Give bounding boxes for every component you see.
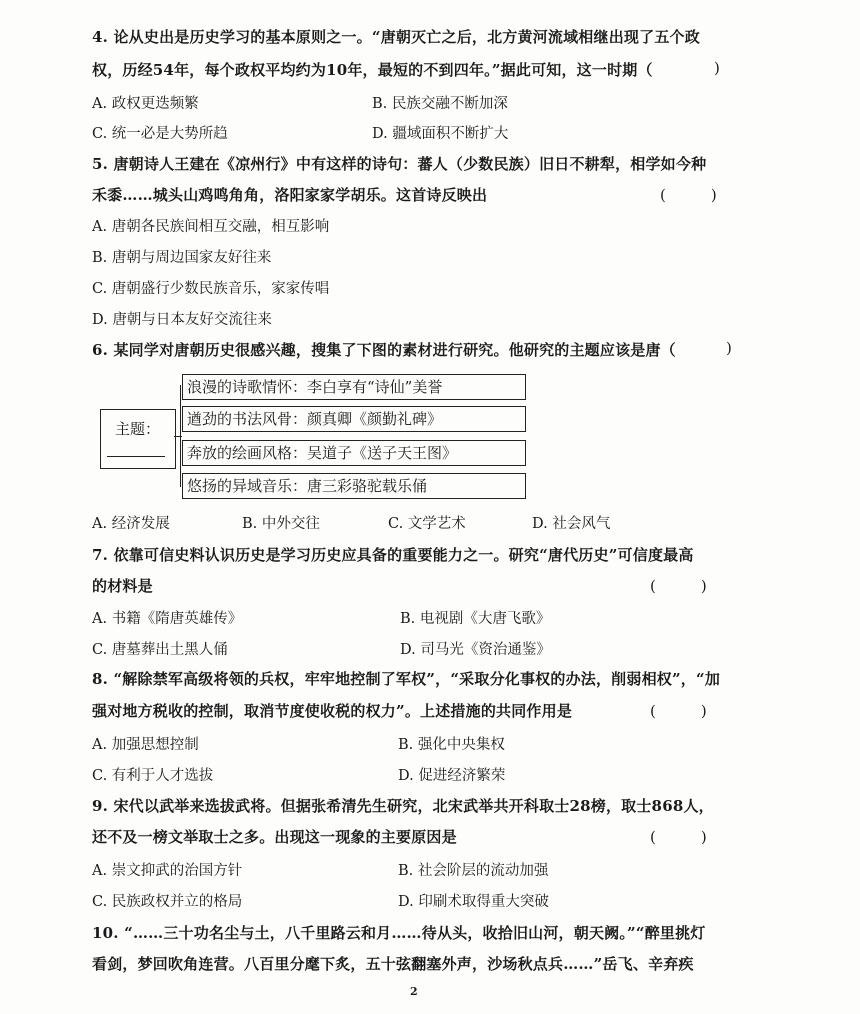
q4-option-b: B. 民族交融不断加深 — [372, 96, 508, 112]
q5-option-c: C. 唐朝盛行少数民族音乐，家家传唱 — [92, 281, 330, 297]
q7-answer-paren: ( ) — [650, 577, 707, 595]
diagram-bracket-stem — [174, 436, 182, 437]
q9-answer-paren: ( ) — [650, 828, 707, 846]
q4-option-c: C. 统一必是大势所趋 — [92, 126, 228, 142]
q7-stem-line2: 的材料是 — [92, 577, 153, 595]
q7-option-d: D. 司马光《资治通鉴》 — [400, 642, 551, 658]
q9-option-b: B. 社会阶层的流动加强 — [398, 863, 549, 879]
q6-option-a: A. 经济发展 — [92, 516, 170, 532]
material-poetry: 浪漫的诗歌情怀：李白享有“诗仙”美誉 — [182, 374, 526, 400]
q6-answer-paren: ) — [726, 339, 732, 357]
q4-stem-line1: 4. 论从史出是历史学习的基本原则之一。“唐朝灭亡之后，北方黄河流域相继出现了五个政 — [92, 28, 700, 46]
q7-option-c: C. 唐墓葬出土黑人俑 — [92, 642, 228, 658]
q8-option-c: C. 有利于人才选拔 — [92, 768, 214, 784]
topic-blank-line — [107, 442, 165, 457]
material-music: 悠扬的异域音乐：唐三彩骆驼载乐俑 — [182, 473, 526, 499]
q8-answer-paren: ( ) — [650, 702, 707, 720]
topic-label: 主题： — [115, 420, 161, 438]
q8-option-d: D. 促进经济繁荣 — [398, 768, 506, 784]
q10-stem-line1: 10. “……三十功名尘与土，八千里路云和月……待从头，收拾旧山河，朝天阙。”“醉里挑灯 — [92, 924, 706, 942]
q8-stem-line2: 强对地方税收的控制，取消节度使收税的权力”。上述措施的共同作用是 — [92, 702, 573, 720]
material-calligraphy: 遒劲的书法风骨：颜真卿《颜勤礼碑》 — [182, 406, 526, 432]
q7-option-a: A. 书籍《隋唐英雄传》 — [92, 611, 243, 627]
q4-stem-line2: 权，历经54年，每个政权平均约为10年，最短的不到四年。”据此可知，这一时期（ — [92, 61, 653, 79]
q4-answer-paren: ) — [714, 59, 720, 77]
q7-stem-line1: 7. 依靠可信史料认识历史是学习历史应具备的重要能力之一。研究“唐代历史”可信度最高 — [92, 546, 694, 564]
q9-option-d: D. 印刷术取得重大突破 — [398, 894, 549, 910]
q5-option-d: D. 唐朝与日本友好交流往来 — [92, 312, 272, 328]
q5-answer-paren: ( ) — [660, 186, 717, 204]
page-number: 2 — [410, 985, 418, 998]
q8-option-b: B. 强化中央集权 — [398, 737, 505, 753]
topic-box — [100, 409, 176, 469]
q9-option-a: A. 崇文抑武的治国方针 — [92, 863, 243, 879]
q5-stem-line2: 禾黍……城头山鸡鸣角角，洛阳家家学胡乐。这首诗反映出 — [92, 186, 488, 204]
q9-stem-line1: 9. 宋代以武举来选拔武将。但据张希清先生研究，北宋武举共开科取士28榜，取士868人， — [92, 797, 714, 815]
q9-stem-line2: 还不及一榜文举取士之多。出现这一现象的主要原因是 — [92, 828, 457, 846]
q5-stem-line1: 5. 唐朝诗人王建在《凉州行》中有这样的诗句：蕃人（少数民族）旧日不耕犁，相学如今种 — [92, 155, 707, 173]
q10-stem-line2: 看剑，梦回吹角连营。八百里分麾下炙，五十弦翻塞外声，沙场秋点兵……”岳飞、辛弃疾 — [92, 955, 694, 973]
q6-option-c: C. 文学艺术 — [388, 516, 466, 532]
q5-option-b: B. 唐朝与周边国家友好往来 — [92, 250, 272, 266]
q7-option-b: B. 电视剧《大唐飞歌》 — [400, 611, 551, 627]
q4-option-a: A. 政权更迭频繁 — [92, 96, 199, 112]
material-painting: 奔放的绘画风格：吴道子《送子天王图》 — [182, 440, 526, 466]
q6-option-b: B. 中外交往 — [242, 516, 320, 532]
q6-stem-line1: 6. 某同学对唐朝历史很感兴趣，搜集了下图的素材进行研究。他研究的主题应该是唐（ — [92, 341, 676, 359]
q5-option-a: A. 唐朝各民族间相互交融，相互影响 — [92, 219, 330, 235]
q6-option-d: D. 社会风气 — [532, 516, 611, 532]
q4-option-d: D. 疆域面积不断扩大 — [372, 126, 509, 142]
q9-option-c: C. 民族政权并立的格局 — [92, 894, 243, 910]
q8-stem-line1: 8. “解除禁军高级将领的兵权，牢牢地控制了军权”，“采取分化事权的办法，削弱相权”，“加 — [92, 670, 721, 688]
q8-option-a: A. 加强思想控制 — [92, 737, 199, 753]
